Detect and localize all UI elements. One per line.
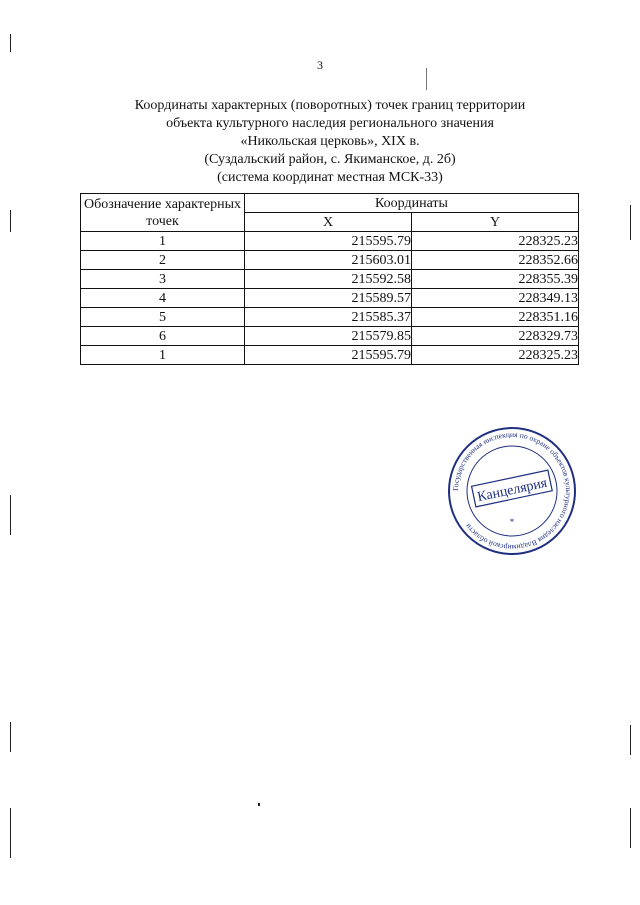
title-line: (система координат местная МСК-33) — [217, 170, 443, 185]
scan-edge-mark — [10, 722, 11, 752]
scan-edge-mark — [10, 808, 11, 858]
x-cell: 215595.79 — [245, 232, 412, 251]
point-cell: 5 — [81, 308, 245, 327]
stamp-ring-text: Государственная инспекция по охране объектов культурного наследия Владимирской области — [450, 429, 574, 553]
title-line: Координаты характерных (поворотных) точек границ территории — [134, 98, 526, 113]
y-cell: 228351.16 — [412, 308, 579, 327]
header-coordinates: Координаты — [245, 194, 579, 213]
table-row — [81, 346, 579, 365]
x-cell: 215579.85 — [245, 327, 412, 346]
x-cell: 215592.58 — [245, 270, 412, 289]
header-x: X — [245, 213, 412, 232]
y-cell: 228349.13 — [412, 289, 579, 308]
y-cell: 228352.66 — [412, 251, 579, 270]
table-row — [81, 232, 579, 251]
point-cell: 3 — [81, 270, 245, 289]
scan-edge-mark — [426, 68, 427, 90]
table-row — [81, 327, 579, 346]
y-cell: 228325.23 — [412, 232, 579, 251]
scan-edge-mark — [10, 34, 11, 52]
x-cell: 215595.79 — [245, 346, 412, 365]
scan-edge-mark — [630, 725, 631, 755]
table-row — [81, 251, 579, 270]
point-cell: 1 — [81, 346, 245, 365]
page-number: 3 — [317, 58, 323, 72]
x-cell: 215603.01 — [245, 251, 412, 270]
scan-edge-mark — [10, 495, 11, 535]
point-cell: 1 — [81, 232, 245, 251]
x-cell: 215585.37 — [245, 308, 412, 327]
point-cell: 2 — [81, 251, 245, 270]
scan-edge-mark — [630, 205, 631, 240]
scan-dot — [258, 803, 260, 806]
header-point-designation: Обозначение характерных точек — [81, 194, 245, 232]
scan-edge-mark — [630, 808, 631, 848]
table-row — [81, 289, 579, 308]
table-row — [81, 270, 579, 289]
table-header-row — [81, 194, 579, 213]
scan-edge-mark — [10, 210, 11, 232]
x-cell: 215589.57 — [245, 289, 412, 308]
stamp-star: * — [509, 517, 515, 527]
coordinates-table — [80, 193, 579, 365]
point-cell: 6 — [81, 327, 245, 346]
title-line: объекта культурного наследия регионального значения — [166, 116, 494, 131]
y-cell: 228355.39 — [412, 270, 579, 289]
title-line: «Никольская церковь», XIX в. — [240, 134, 420, 149]
document-title — [80, 97, 580, 187]
y-cell: 228325.23 — [412, 346, 579, 365]
y-cell: 228329.73 — [412, 327, 579, 346]
title-line: (Суздальский район, с. Якиманское, д. 2б) — [204, 152, 456, 167]
official-stamp — [446, 425, 578, 557]
point-cell: 4 — [81, 289, 245, 308]
stamp-center-text: Канцелярия — [476, 475, 549, 506]
table-row — [81, 308, 579, 327]
header-y: Y — [412, 213, 579, 232]
